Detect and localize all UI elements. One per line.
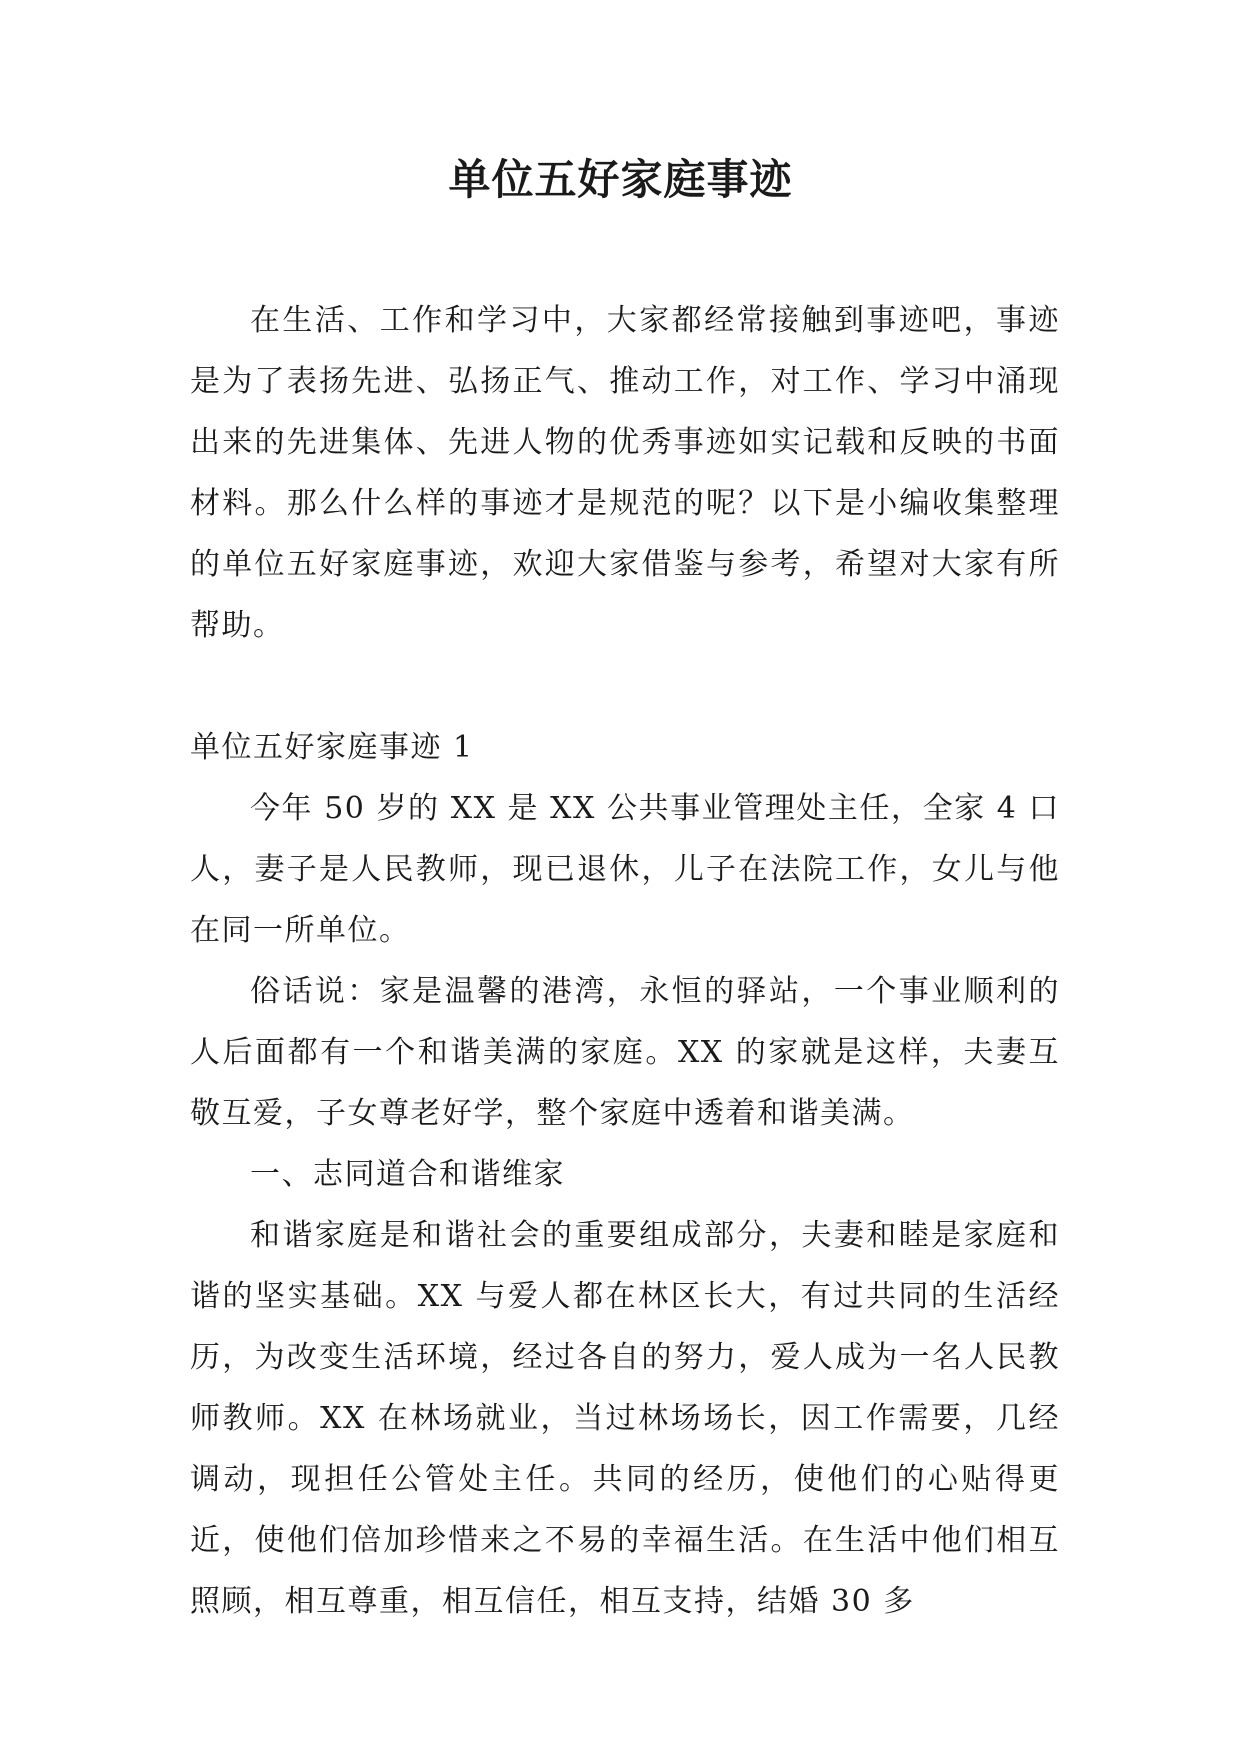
subsection-heading: 一、志同道合和谐维家 bbox=[250, 1157, 565, 1192]
body-paragraph-3: 和谐家庭是和谐社会的重要组成部分，夫妻和睦是家庭和谐的坚实基础。XX 与爱人都在林区长大，有过共同的生活经历，为改变生活环境，经过各自的努力，爱人成为一名人民教师教师。XX 在林场就业，当过林场场长，因工作需要，几经调动，现担任公管处主任。共同的经历，使他们的心贴得更近，使他们倍加珍惜来之不易的幸福生活。在生活中他们相互照顾，相互尊重，相互信任，相互支持，结婚 30 多 bbox=[190, 1218, 1060, 1619]
document-body bbox=[190, 290, 1060, 1632]
section-heading: 单位五好家庭事迹 1 bbox=[190, 730, 474, 765]
body-paragraph-1: 今年 50 岁的 XX 是 XX 公共事业管理处主任，全家 4 口人，妻子是人民教师，现已退休，儿子在法院工作，女儿与他在同一所单位。 bbox=[190, 791, 1060, 948]
intro-paragraph: 在生活、工作和学习中，大家都经常接触到事迹吧，事迹是为了表扬先进、弘扬正气、推动工作，对工作、学习中涌现出来的先进集体、先进人物的优秀事迹如实记载和反映的书面材料。那么什么样的事迹才是规范的呢？以下是小编收集整理的单位五好家庭事迹，欢迎大家借鉴与参考，希望对大家有所帮助。 bbox=[190, 303, 1060, 643]
document-title: 单位五好家庭事迹 bbox=[448, 155, 793, 204]
body-paragraph-2: 俗话说：家是温馨的港湾，永恒的驿站，一个事业顺利的人后面都有一个和谐美满的家庭。XX 的家就是这样，夫妻互敬互爱，子女尊老好学，整个家庭中透着和谐美满。 bbox=[190, 974, 1060, 1131]
